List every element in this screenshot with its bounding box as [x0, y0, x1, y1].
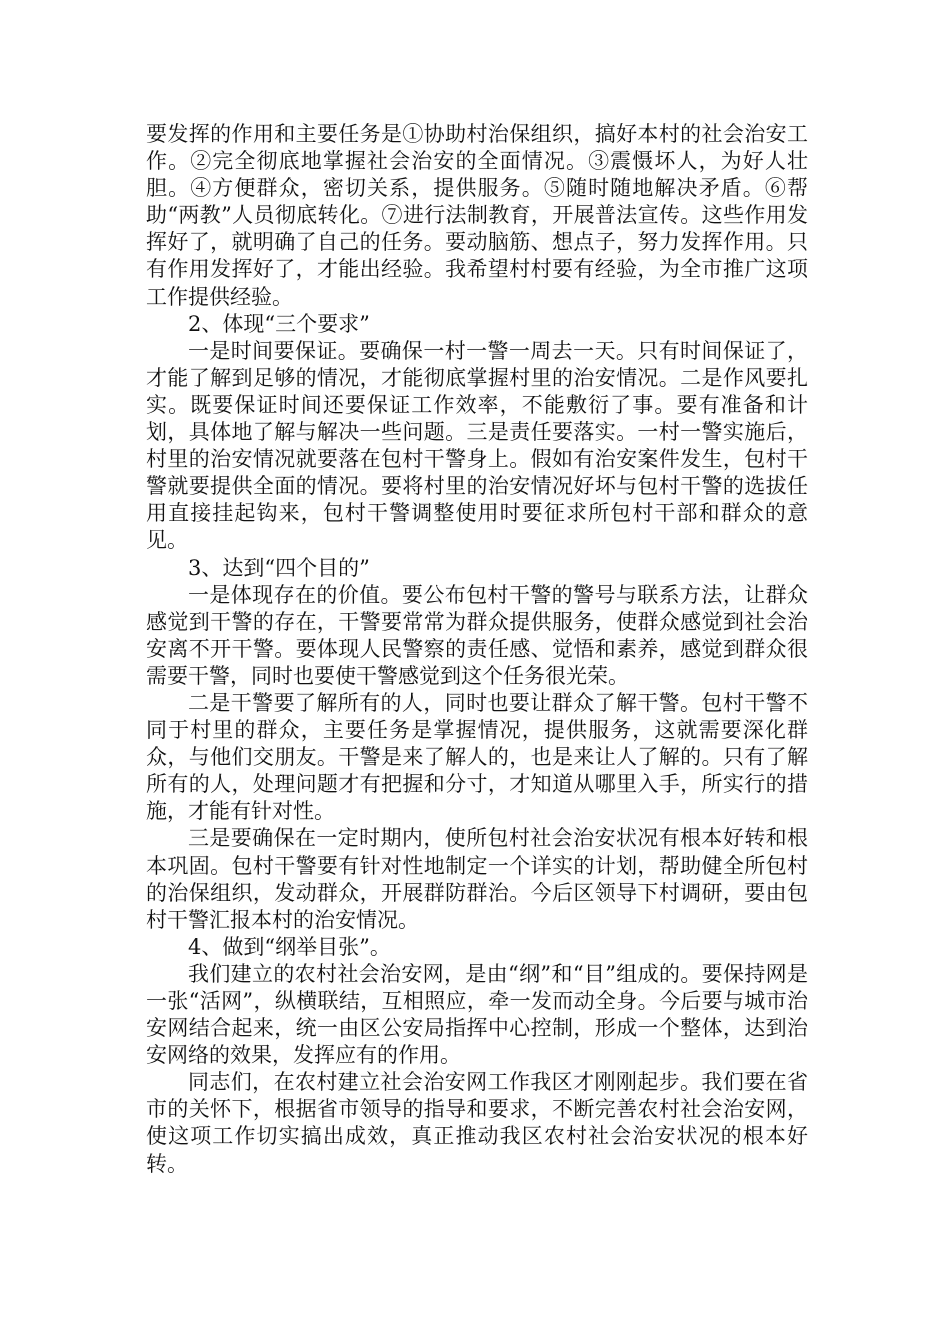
- heading-three-requirements: 2、体现“三个要求”: [188, 311, 370, 336]
- heading-four-goals: 3、达到“四个目的”: [188, 555, 370, 580]
- paragraph-security-network: 我们建立的农村社会治安网，是由“纲”和“目”组成的。要保持网是一张“活网”，纵横联结，互相照应，牵一发而动全身。今后要与城市治安网结合起来，统一由区公安局指挥中心控制，形成一个整体，达到治安网络的效果，发挥应有的作用。: [146, 961, 808, 1068]
- paragraph-tasks-continuation: 要发挥的作用和主要任务是①协助村治保组织，搞好本村的社会治安工作。②完全彻底地掌握社会治安的全面情况。③震慑坏人，为好人壮胆。④方便群众，密切关系，提供服务。⑤随时随地解决矛盾。⑥帮助“两教”人员彻底转化。⑦进行法制教育，开展普法宣传。这些作用发挥好了，就明确了自己的任务。要动脑筋、想点子，努力发挥作用。只有作用发挥好了，才能出经验。我希望村村要有经验，为全市推广这项工作提供经验。: [146, 122, 808, 309]
- paragraph-goal-one: 一是体现存在的价值。要公布包村干警的警号与联系方法，让群众感觉到干警的存在，干警要常常为群众提供服务，使群众感觉到社会治安离不开干警。要体现人民警察的责任感、觉悟和素养，感觉到群众很需要干警，同时也要使干警感觉到这个任务很光荣。: [146, 582, 808, 688]
- paragraph-goal-two: 二是干警要了解所有的人，同时也要让群众了解干警。包村干警不同于村里的群众，主要任务是掌握情况，提供服务，这就需要深化群众，与他们交朋友。干警是来了解人的，也是来让人了解的。只有了解所有的人，处理问题才有把握和分寸，才知道从哪里入手，所实行的措施，才能有针对性。: [146, 690, 808, 824]
- heading-key-points: 4、做到“纲举目张”。: [188, 934, 391, 959]
- paragraph-three-requirements: 一是时间要保证。要确保一村一警一周去一天。只有时间保证了，才能了解到足够的情况，才能彻底掌握村里的治安情况。二是作风要扎实。既要保证时间还要保证工作效率，不能敷衍了事。要有准备和计划，具体地了解与解决一些问题。三是责任要落实。一村一警实施后，村里的治安情况就要落在包村干警身上。假如有治安案件发生，包村干警就要提供全面的情况。要将村里的治安情况好坏与包村干警的选拔任用直接挂起钩来，包村干警调整使用时要征求所包村干部和群众的意见。: [146, 338, 808, 553]
- document-page: [146, 121, 808, 1178]
- paragraph-closing: 同志们，在农村建立社会治安网工作我区才刚刚起步。我们要在省市的关怀下，根据省市领导的指导和要求，不断完善农村社会治安网，使这项工作切实搞出成效，真正推动我区农村社会治安状况的根本好转。: [146, 1070, 808, 1176]
- paragraph-goal-three: 三是要确保在一定时期内，使所包村社会治安状况有根本好转和根本巩固。包村干警要有针对性地制定一个详实的计划，帮助健全所包村的治保组织，发动群众，开展群防群治。今后区领导下村调研，要由包村干警汇报本村的治安情况。: [146, 826, 808, 932]
